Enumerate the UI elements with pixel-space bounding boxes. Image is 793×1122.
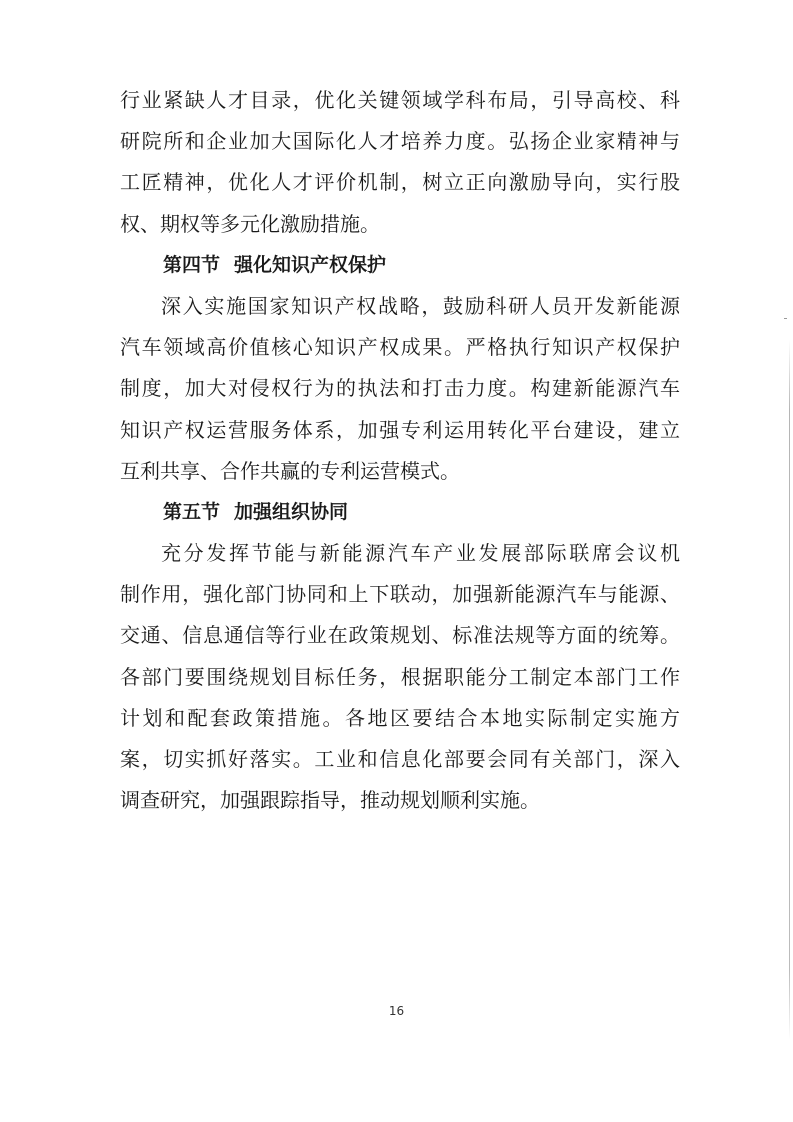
scan-artifact bbox=[784, 318, 787, 319]
paragraph-line: 汽车领域高价值核心知识产权成果。严格执行知识产权保护 bbox=[120, 335, 680, 360]
paragraph-line: 权、期权等多元化激励措施。 bbox=[120, 211, 380, 236]
page-number: 16 bbox=[388, 1004, 405, 1018]
paragraph-line: 交通、信息通信等行业在政策规划、标准法规等方面的统筹。 bbox=[120, 623, 680, 648]
paragraph-line: 各部门要围绕规划目标任务，根据职能分工制定本部门工作 bbox=[120, 664, 680, 689]
section-title: 强化知识产权保护 bbox=[234, 253, 387, 276]
section-number: 第四节 bbox=[163, 253, 221, 276]
paragraph-line: 充分发挥节能与新能源汽车产业发展部际联席会议机 bbox=[161, 541, 680, 566]
page-content bbox=[120, 80, 680, 821]
section-title: 加强组织协同 bbox=[234, 500, 349, 523]
paragraph-line: 知识产权运营服务体系，加强专利运用转化平台建设，建立 bbox=[120, 417, 680, 442]
paragraph-line: 工匠精神，优化人才评价机制，树立正向激励导向，实行股 bbox=[120, 170, 680, 195]
paragraph-line: 研院所和企业加大国际化人才培养力度。弘扬企业家精神与 bbox=[120, 129, 680, 154]
paragraph-line: 制作用，强化部门协同和上下联动，加强新能源汽车与能源、 bbox=[120, 582, 680, 607]
paragraph-line: 案，切实抓好落实。工业和信息化部要会同有关部门，深入 bbox=[120, 747, 680, 771]
section-heading-5 bbox=[120, 492, 680, 533]
paragraph-line: 互利共享、合作共赢的专利运营模式。 bbox=[120, 458, 460, 483]
paragraph-line: 计划和配套政策措施。各地区要结合本地实际制定实施方 bbox=[120, 705, 680, 730]
section-heading-4 bbox=[120, 245, 680, 286]
paragraph-line: 调查研究，加强跟踪指导，推动规划顺利实施。 bbox=[120, 788, 540, 813]
scan-edge-line bbox=[789, 340, 790, 1040]
section-number: 第五节 bbox=[163, 500, 221, 523]
paragraph-line: 制度，加大对侵权行为的执法和打击力度。构建新能源汽车 bbox=[120, 376, 680, 401]
paragraph-line: 行业紧缺人才目录，优化关键领域学科布局，引导高校、科 bbox=[120, 88, 680, 112]
paragraph-line: 深入实施国家知识产权战略，鼓励科研人员开发新能源 bbox=[161, 293, 680, 318]
